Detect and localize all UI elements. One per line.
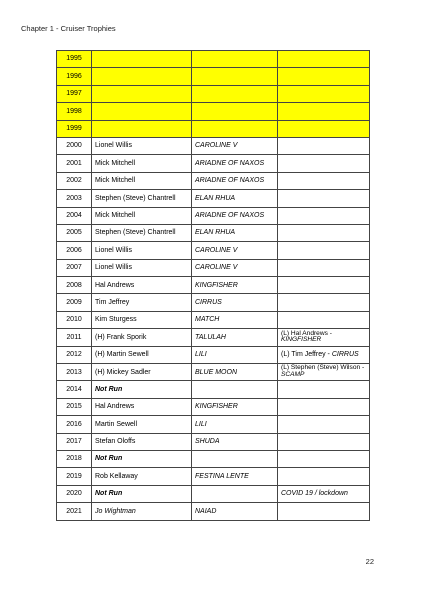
notes-cell [278,329,370,346]
table-row [57,398,370,415]
winner-cell: Stephen (Steve) Chantrell [92,190,192,207]
notes-cell [278,433,370,450]
winner-cell [92,120,192,137]
table-row [57,259,370,276]
year-cell: 2003 [57,190,92,207]
table-body [57,51,370,521]
notes-cell [278,224,370,241]
table-row [57,242,370,259]
boat-cell: BLUE MOON [192,364,278,381]
year-cell: 1996 [57,68,92,85]
year-cell: 1998 [57,103,92,120]
year-cell: 2001 [57,155,92,172]
winner-cell: Mick Mitchell [92,172,192,189]
boat-cell: CAROLINE V [192,137,278,154]
winner-cell [92,68,192,85]
boat-cell: ELAN RHUA [192,190,278,207]
year-cell: 2000 [57,137,92,154]
notes-cell [278,103,370,120]
notes-cell [278,346,370,363]
year-cell: 2002 [57,172,92,189]
boat-cell [192,120,278,137]
notes-cell [278,364,370,381]
boat-cell: ARIADNE OF NAXOS [192,155,278,172]
table-row [57,485,370,502]
notes-cell [278,137,370,154]
table-row [57,381,370,398]
notes-cell [278,207,370,224]
notes-cell [278,311,370,328]
year-cell: 2005 [57,224,92,241]
year-cell: 1995 [57,51,92,68]
winner-cell: Stephen (Steve) Chantrell [92,224,192,241]
winner-cell: Stefan Oloffs [92,433,192,450]
table-row [57,224,370,241]
year-cell: 2016 [57,416,92,433]
table-row [57,137,370,154]
winner-cell: Lionel Willis [92,137,192,154]
boat-cell: CAROLINE V [192,242,278,259]
table-row [57,450,370,467]
boat-cell: KINGFISHER [192,398,278,415]
year-cell: 2013 [57,364,92,381]
boat-cell: CAROLINE V [192,259,278,276]
table-row [57,103,370,120]
table-row [57,468,370,485]
notes-cell [278,51,370,68]
trophy-winners-table [56,50,370,521]
notes-cell [278,294,370,311]
notes-cell: COVID 19 / lockdown [278,485,370,502]
notes-boat-name: KINGFISHER [281,336,322,344]
table-row [57,207,370,224]
year-cell: 2014 [57,381,92,398]
notes-cell [278,120,370,137]
table-row [57,294,370,311]
boat-cell: NAIAD [192,503,278,520]
notes-cell [278,503,370,520]
year-cell: 2012 [57,346,92,363]
year-cell: 2011 [57,329,92,346]
boat-cell [192,381,278,398]
boat-cell: FESTINA LENTE [192,468,278,485]
boat-cell [192,51,278,68]
notes-cell [278,85,370,102]
table-row [57,190,370,207]
year-cell: 2009 [57,294,92,311]
year-cell: 1999 [57,120,92,137]
winner-cell: (H) Martin Sewell [92,346,192,363]
boat-cell: KINGFISHER [192,277,278,294]
table-row [57,433,370,450]
table-row [57,51,370,68]
table-row [57,329,370,346]
winner-cell: Mick Mitchell [92,155,192,172]
notes-boat-name: SCAMP [281,371,305,379]
boat-cell: LILI [192,416,278,433]
notes-cell [278,190,370,207]
table-row [57,155,370,172]
year-cell: 1997 [57,85,92,102]
year-cell: 2006 [57,242,92,259]
table-row [57,346,370,363]
year-cell: 2007 [57,259,92,276]
boat-cell: LILI [192,346,278,363]
notes-cell [278,416,370,433]
winner-cell [92,51,192,68]
winner-cell: Rob Kellaway [92,468,192,485]
page-header: Chapter 1 - Cruiser Trophies [21,24,116,33]
winner-cell: Not Run [92,381,192,398]
year-cell: 2017 [57,433,92,450]
winner-cell: Tim Jeffrey [92,294,192,311]
notes-cell [278,155,370,172]
winner-cell: Jo Wightman [92,503,192,520]
notes-text: (L) Stephen (Steve) Wilson - [281,364,365,372]
year-cell: 2021 [57,503,92,520]
boat-cell: ELAN RHUA [192,224,278,241]
winner-cell [92,85,192,102]
year-cell: 2019 [57,468,92,485]
notes-cell [278,468,370,485]
boat-cell: TALULAH [192,329,278,346]
winner-cell [92,103,192,120]
table-row [57,503,370,520]
year-cell: 2010 [57,311,92,328]
winner-cell: Mick Mitchell [92,207,192,224]
winner-cell: Hal Andrews [92,277,192,294]
notes-cell [278,68,370,85]
notes-cell [278,450,370,467]
notes-text: (L) Hal Andrews - [281,329,332,337]
winner-cell: Kim Sturgess [92,311,192,328]
boat-cell [192,68,278,85]
notes-text: (L) Tim Jeffrey - [281,351,332,359]
boat-cell: SHUDA [192,433,278,450]
boat-cell: ARIADNE OF NAXOS [192,172,278,189]
notes-boat-name: CIRRUS [331,351,359,359]
winner-cell: Not Run [92,450,192,467]
boat-cell: ARIADNE OF NAXOS [192,207,278,224]
table-row [57,85,370,102]
winner-cell: Lionel Willis [92,259,192,276]
table-row [57,68,370,85]
boat-cell: CIRRUS [192,294,278,311]
boat-cell [192,485,278,502]
boat-cell [192,85,278,102]
winner-cell: Lionel Willis [92,242,192,259]
winner-cell: Martin Sewell [92,416,192,433]
boat-cell: MATCH [192,311,278,328]
year-cell: 2020 [57,485,92,502]
notes-cell [278,242,370,259]
notes-cell [278,172,370,189]
winner-cell: (H) Frank Sporik [92,329,192,346]
table-row [57,311,370,328]
winner-cell: Not Run [92,485,192,502]
table-row [57,120,370,137]
notes-cell [278,277,370,294]
year-cell: 2008 [57,277,92,294]
boat-cell [192,103,278,120]
page-number: 22 [365,557,374,566]
year-cell: 2018 [57,450,92,467]
notes-cell [278,259,370,276]
table-row [57,172,370,189]
year-cell: 2004 [57,207,92,224]
winner-cell: Hal Andrews [92,398,192,415]
notes-cell [278,381,370,398]
table-row [57,277,370,294]
table-row [57,416,370,433]
boat-cell [192,450,278,467]
table-row [57,364,370,381]
notes-cell [278,398,370,415]
winner-cell: (H) Mickey Sadler [92,364,192,381]
year-cell: 2015 [57,398,92,415]
